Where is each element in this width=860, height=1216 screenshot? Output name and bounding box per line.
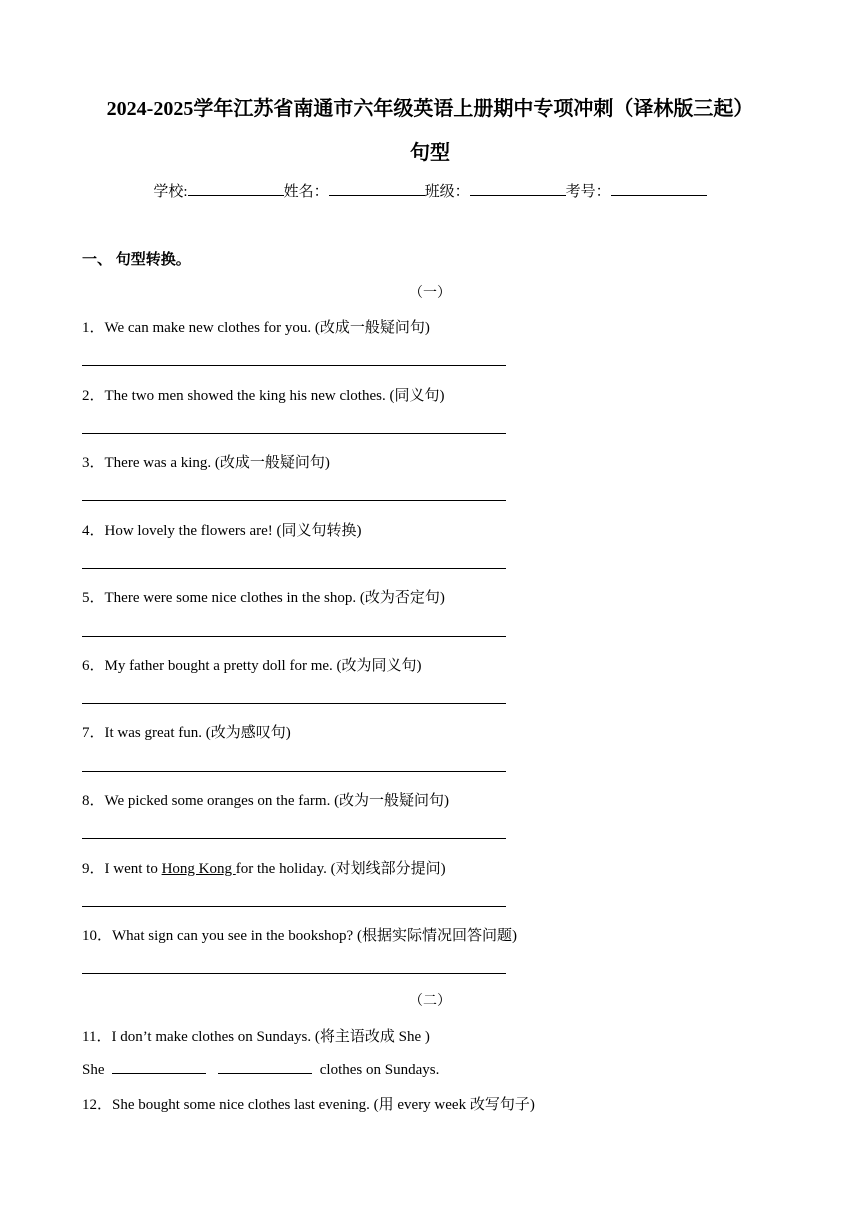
part-one-heading: （一）: [409, 286, 451, 301]
section-heading: 一、 句型转换。: [82, 252, 191, 268]
answer-line-7[interactable]: [82, 771, 506, 772]
question-2: 2．The two men showed the king his new clothes. (同义句): [82, 388, 445, 404]
question-4: 4．How lovely the flowers are! (同义句转换): [82, 523, 362, 539]
title-line-2: 句型: [410, 142, 450, 164]
school-blank[interactable]: [188, 181, 284, 196]
answer-line-4[interactable]: [82, 568, 506, 569]
question-8: 8．We picked some oranges on the farm. (改为一般疑问句): [82, 793, 450, 809]
question-11-answer: She clothes on Sundays.: [82, 1059, 439, 1079]
answer-line-9[interactable]: [82, 906, 506, 907]
question-3: 3．There was a king. (改成一般疑问句): [82, 455, 330, 471]
answer-line-5[interactable]: [82, 636, 506, 637]
name-blank[interactable]: [329, 181, 425, 196]
underlined-phrase: Hong Kong: [161, 861, 236, 877]
school-label: 学校:: [153, 184, 188, 200]
answer-line-6[interactable]: [82, 703, 506, 704]
answer-line-8[interactable]: [82, 838, 506, 839]
question-10: 10．What sign can you see in the bookshop? (根据实际情况回答问题): [82, 928, 517, 944]
fill-blank-1[interactable]: [112, 1059, 206, 1074]
fill-blank-2[interactable]: [218, 1059, 312, 1074]
exam-no-label: 考号：: [565, 184, 611, 200]
answer-line-10[interactable]: [82, 973, 506, 974]
answer-line-2[interactable]: [82, 433, 506, 434]
question-9: 9．I went to Hong Kong for the holiday. (对划线部分提问): [82, 861, 446, 877]
question-12: 12．She bought some nice clothes last evening. (用 every week 改写句子): [82, 1097, 535, 1113]
student-info-row: [0, 180, 860, 201]
class-blank[interactable]: [470, 181, 566, 196]
exam-no-blank[interactable]: [611, 181, 707, 196]
part-two-heading: （二）: [409, 994, 451, 1009]
class-label: 班级：: [424, 184, 470, 200]
name-label: 姓名：: [283, 184, 329, 200]
title-line-1: 2024-2025学年江苏省南通市六年级英语上册期中专项冲刺（译林版三起）: [106, 98, 754, 120]
question-5: 5．There were some nice clothes in the shop. (改为否定句): [82, 590, 445, 606]
answer-line-3[interactable]: [82, 500, 506, 501]
answer-line-1[interactable]: [82, 365, 506, 366]
question-1: 1．We can make new clothes for you. (改成一般疑问句): [82, 320, 430, 336]
question-6: 6．My father bought a pretty doll for me. (改为同义句): [82, 658, 422, 674]
question-11: 11．I don’t make clothes on Sundays. (将主语改成 She ): [82, 1029, 430, 1045]
question-7: 7．It was great fun. (改为感叹句): [82, 725, 291, 741]
